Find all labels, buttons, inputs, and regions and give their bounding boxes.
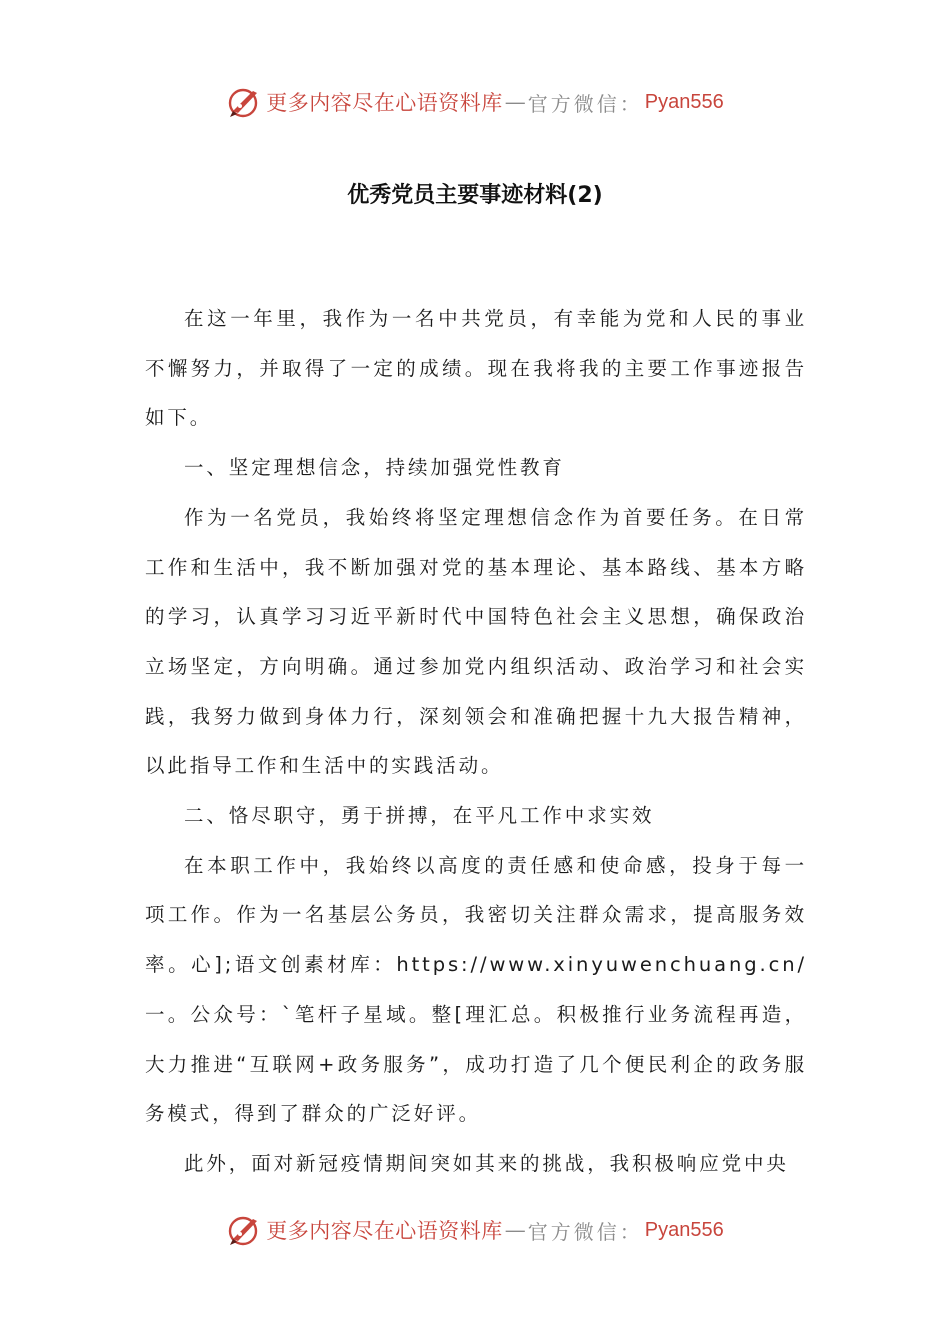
paragraph-section-2: 在本职工作中，我始终以高度的责任感和使命感，投身于每一项工作。作为一名基层公务员，我密切关注群众需求，提高服务效率。心];语文创素材库：https://www.xinyuwenchuang.cn/一。公众号：`笔杆子星域。整[理汇总。积极推行业务流程再造，大力推进“互联网+政务服务”，成功打造了几个便民利企的政务服务模式，得到了群众的广泛好评。 bbox=[145, 853, 807, 1126]
section-heading-1: 一、坚定理想信念，持续加强党性教育 bbox=[184, 456, 565, 480]
document-body bbox=[145, 294, 807, 1189]
banner-wechat-id: Pyan556 bbox=[644, 1218, 724, 1241]
banner-wechat-id: Pyan556 bbox=[644, 90, 724, 113]
document-title: 优秀党员主要事迹材料(2) bbox=[347, 183, 603, 208]
header-banner bbox=[0, 80, 950, 124]
paragraph-intro: 在这一年里，我作为一名中共党员，有幸能为党和人民的事业不懈努力，并取得了一定的成绩。现在我将我的主要工作事迹报告如下。 bbox=[145, 307, 807, 430]
banner-official-label: 官方微信： bbox=[527, 1219, 643, 1244]
banner-dash: — bbox=[504, 90, 526, 114]
pen-logo-icon bbox=[226, 1212, 262, 1248]
banner-main-text: 更多内容尽在心语资料库 bbox=[266, 1219, 503, 1243]
banner-main-text: 更多内容尽在心语资料库 bbox=[266, 91, 503, 115]
banner-dash: — bbox=[504, 1218, 526, 1242]
banner-official-label: 官方微信： bbox=[527, 91, 643, 116]
paragraph-covid: 此外，面对新冠疫情期间突如其来的挑战，我积极响应党中央 bbox=[184, 1151, 789, 1175]
pen-logo-icon bbox=[226, 84, 262, 120]
section-heading-2: 二、恪尽职守，勇于拼搏，在平凡工作中求实效 bbox=[184, 804, 655, 828]
footer-banner bbox=[0, 1208, 950, 1252]
paragraph-section-1: 作为一名党员，我始终将坚定理想信念作为首要任务。在日常工作和生活中，我不断加强对党的基本理论、基本路线、基本方略的学习，认真学习习近平新时代中国特色社会主义思想，确保政治立场坚定，方向明确。通过参加党内组织活动、政治学习和社会实践，我努力做到身体力行，深刻领会和准确把握十九大报告精神，以此指导工作和生活中的实践活动。 bbox=[145, 505, 807, 778]
